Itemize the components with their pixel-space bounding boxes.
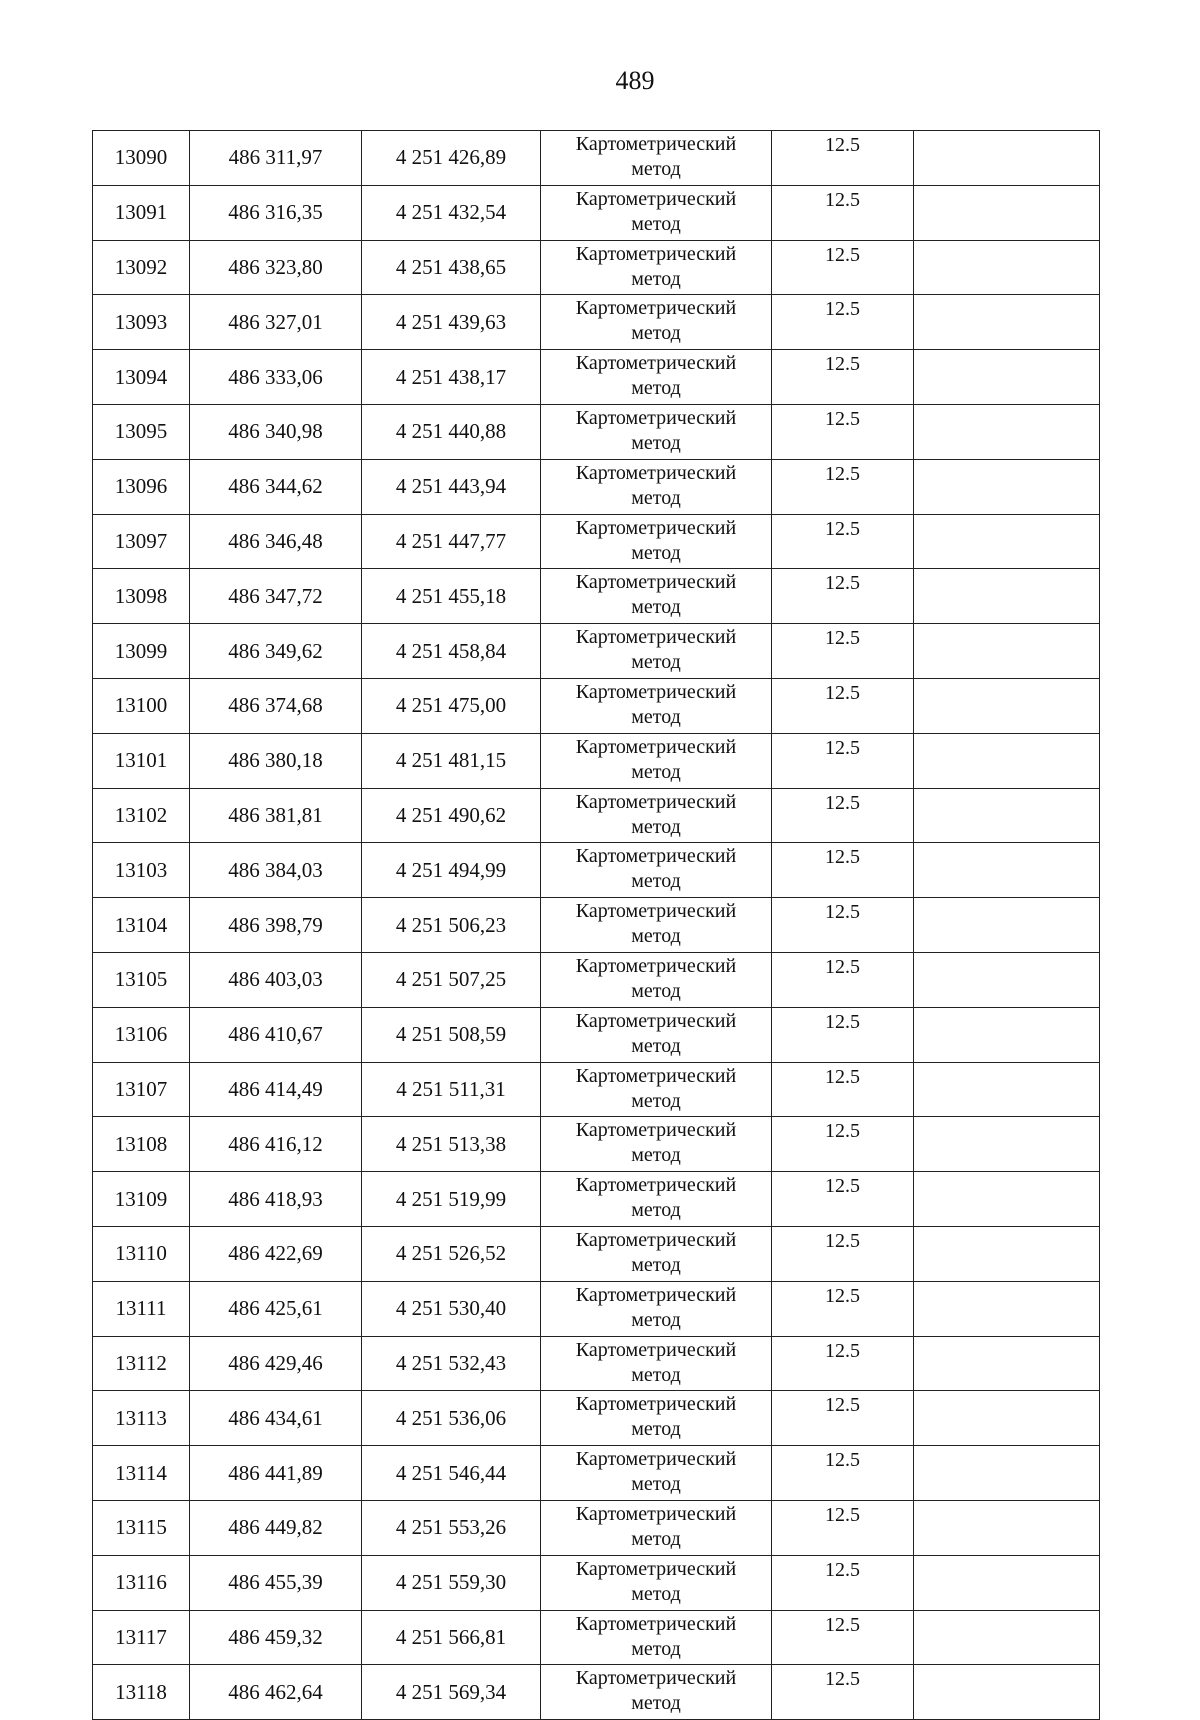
method-text-line: Картометрический xyxy=(575,187,737,210)
y-coordinate-cell: 4 251 438,65 xyxy=(362,240,541,295)
note-cell xyxy=(914,733,1100,788)
table-row xyxy=(93,733,1100,788)
method-cell xyxy=(541,1172,772,1227)
method-text-line: метод xyxy=(631,377,681,400)
method-cell xyxy=(541,1281,772,1336)
accuracy-cell: 12.5 xyxy=(772,624,914,679)
method-text-line: Картометрический xyxy=(575,133,737,155)
point-number-cell: 13103 xyxy=(93,843,190,898)
method-cell xyxy=(541,1117,772,1172)
method-text-line: Картометрический xyxy=(575,1009,737,1032)
method-text-line: метод xyxy=(631,1637,681,1660)
accuracy-cell: 12.5 xyxy=(772,898,914,953)
method-text-line: Картометрический xyxy=(575,1174,737,1197)
point-number-cell: 13115 xyxy=(93,1500,190,1555)
accuracy-cell: 12.5 xyxy=(772,733,914,788)
method-cell xyxy=(541,350,772,405)
method-cell xyxy=(541,952,772,1007)
accuracy-cell: 12.5 xyxy=(772,1555,914,1610)
method-cell xyxy=(541,131,772,186)
point-number-cell: 13111 xyxy=(93,1281,190,1336)
method-text-line: метод xyxy=(631,1034,681,1057)
x-coordinate-cell: 486 347,72 xyxy=(190,569,362,624)
x-coordinate-cell: 486 441,89 xyxy=(190,1446,362,1501)
point-number-cell: 13110 xyxy=(93,1226,190,1281)
method-text-line: Картометрический xyxy=(575,1448,737,1471)
y-coordinate-cell: 4 251 440,88 xyxy=(362,404,541,459)
method-cell xyxy=(541,1007,772,1062)
table-row xyxy=(93,1391,1100,1446)
y-coordinate-cell: 4 251 519,99 xyxy=(362,1172,541,1227)
method-cell xyxy=(541,185,772,240)
table-row xyxy=(93,569,1100,624)
x-coordinate-cell: 486 449,82 xyxy=(190,1500,362,1555)
x-coordinate-cell: 486 381,81 xyxy=(190,788,362,843)
method-cell xyxy=(541,788,772,843)
note-cell xyxy=(914,459,1100,514)
y-coordinate-cell: 4 251 494,99 xyxy=(362,843,541,898)
note-cell xyxy=(914,131,1100,186)
y-coordinate-cell: 4 251 513,38 xyxy=(362,1117,541,1172)
method-cell xyxy=(541,514,772,569)
note-cell xyxy=(914,678,1100,733)
method-cell xyxy=(541,898,772,953)
accuracy-cell: 12.5 xyxy=(772,185,914,240)
accuracy-cell: 12.5 xyxy=(772,131,914,186)
method-text-line: метод xyxy=(631,322,681,345)
note-cell xyxy=(914,788,1100,843)
page-number: 489 xyxy=(615,66,655,95)
method-text-line: метод xyxy=(631,1473,681,1496)
method-cell xyxy=(541,733,772,788)
method-text-line: Картометрический xyxy=(575,1119,737,1142)
method-text-line: Картометрический xyxy=(575,680,737,703)
table-row xyxy=(93,240,1100,295)
y-coordinate-cell: 4 251 559,30 xyxy=(362,1555,541,1610)
note-cell xyxy=(914,1281,1100,1336)
x-coordinate-cell: 486 344,62 xyxy=(190,459,362,514)
method-cell xyxy=(541,295,772,350)
method-cell xyxy=(541,843,772,898)
note-cell xyxy=(914,350,1100,405)
table-row xyxy=(93,898,1100,953)
table-row xyxy=(93,843,1100,898)
method-text-line: Картометрический xyxy=(575,1393,737,1416)
table-row xyxy=(93,350,1100,405)
coordinates-table-body xyxy=(93,131,1100,1720)
note-cell xyxy=(914,1007,1100,1062)
accuracy-cell: 12.5 xyxy=(772,1117,914,1172)
note-cell xyxy=(914,1555,1100,1610)
x-coordinate-cell: 486 340,98 xyxy=(190,404,362,459)
method-text-line: метод xyxy=(631,158,681,180)
y-coordinate-cell: 4 251 438,17 xyxy=(362,350,541,405)
method-text-line: Картометрический xyxy=(575,571,737,594)
accuracy-cell: 12.5 xyxy=(772,514,914,569)
method-text-line: Картометрический xyxy=(575,242,737,265)
y-coordinate-cell: 4 251 553,26 xyxy=(362,1500,541,1555)
method-cell xyxy=(541,1610,772,1665)
y-coordinate-cell: 4 251 439,63 xyxy=(362,295,541,350)
x-coordinate-cell: 486 429,46 xyxy=(190,1336,362,1391)
y-coordinate-cell: 4 251 432,54 xyxy=(362,185,541,240)
table-row xyxy=(93,678,1100,733)
y-coordinate-cell: 4 251 426,89 xyxy=(362,131,541,186)
point-number-cell: 13093 xyxy=(93,295,190,350)
method-text-line: метод xyxy=(631,651,681,674)
accuracy-cell: 12.5 xyxy=(772,1172,914,1227)
accuracy-cell: 12.5 xyxy=(772,678,914,733)
table-row xyxy=(93,1172,1100,1227)
point-number-cell: 13107 xyxy=(93,1062,190,1117)
method-text-line: метод xyxy=(631,870,681,893)
method-text-line: метод xyxy=(631,212,681,235)
x-coordinate-cell: 486 327,01 xyxy=(190,295,362,350)
note-cell xyxy=(914,1446,1100,1501)
x-coordinate-cell: 486 398,79 xyxy=(190,898,362,953)
note-cell xyxy=(914,1610,1100,1665)
method-text-line: Картометрический xyxy=(575,1338,737,1361)
y-coordinate-cell: 4 251 455,18 xyxy=(362,569,541,624)
method-text-line: метод xyxy=(631,760,681,783)
point-number-cell: 13101 xyxy=(93,733,190,788)
note-cell xyxy=(914,898,1100,953)
x-coordinate-cell: 486 416,12 xyxy=(190,1117,362,1172)
method-text-line: метод xyxy=(631,1692,681,1715)
accuracy-cell: 12.5 xyxy=(772,1007,914,1062)
method-text-line: метод xyxy=(631,267,681,290)
x-coordinate-cell: 486 434,61 xyxy=(190,1391,362,1446)
x-coordinate-cell: 486 414,49 xyxy=(190,1062,362,1117)
note-cell xyxy=(914,295,1100,350)
table-row xyxy=(93,1336,1100,1391)
note-cell xyxy=(914,404,1100,459)
method-text-line: Картометрический xyxy=(575,1612,737,1635)
method-text-line: метод xyxy=(631,1527,681,1550)
method-text-line: метод xyxy=(631,431,681,454)
method-text-line: Картометрический xyxy=(575,845,737,868)
accuracy-cell: 12.5 xyxy=(772,295,914,350)
method-cell xyxy=(541,1500,772,1555)
accuracy-cell: 12.5 xyxy=(772,240,914,295)
point-number-cell: 13106 xyxy=(93,1007,190,1062)
note-cell xyxy=(914,1117,1100,1172)
table-row xyxy=(93,624,1100,679)
y-coordinate-cell: 4 251 532,43 xyxy=(362,1336,541,1391)
point-number-cell: 13109 xyxy=(93,1172,190,1227)
y-coordinate-cell: 4 251 506,23 xyxy=(362,898,541,953)
accuracy-cell: 12.5 xyxy=(772,1610,914,1665)
method-cell xyxy=(541,1446,772,1501)
point-number-cell: 13095 xyxy=(93,404,190,459)
y-coordinate-cell: 4 251 546,44 xyxy=(362,1446,541,1501)
method-text-line: Картометрический xyxy=(575,297,737,320)
method-text-line: метод xyxy=(631,815,681,838)
x-coordinate-cell: 486 323,80 xyxy=(190,240,362,295)
method-text-line: Картометрический xyxy=(575,1064,737,1087)
method-text-line: метод xyxy=(631,486,681,509)
method-text-line: метод xyxy=(631,705,681,728)
point-number-cell: 13097 xyxy=(93,514,190,569)
coordinates-table xyxy=(92,130,1100,1720)
table-row xyxy=(93,1446,1100,1501)
table-row xyxy=(93,1281,1100,1336)
method-cell xyxy=(541,1665,772,1720)
note-cell xyxy=(914,240,1100,295)
point-number-cell: 13113 xyxy=(93,1391,190,1446)
table-row xyxy=(93,788,1100,843)
table-row xyxy=(93,459,1100,514)
point-number-cell: 13098 xyxy=(93,569,190,624)
method-text-line: метод xyxy=(631,1582,681,1605)
method-text-line: Картометрический xyxy=(575,790,737,813)
x-coordinate-cell: 486 374,68 xyxy=(190,678,362,733)
accuracy-cell: 12.5 xyxy=(772,350,914,405)
accuracy-cell: 12.5 xyxy=(772,1665,914,1720)
method-cell xyxy=(541,240,772,295)
point-number-cell: 13117 xyxy=(93,1610,190,1665)
x-coordinate-cell: 486 316,35 xyxy=(190,185,362,240)
y-coordinate-cell: 4 251 536,06 xyxy=(362,1391,541,1446)
accuracy-cell: 12.5 xyxy=(772,1391,914,1446)
note-cell xyxy=(914,1226,1100,1281)
method-text-line: Картометрический xyxy=(575,735,737,758)
y-coordinate-cell: 4 251 458,84 xyxy=(362,624,541,679)
method-text-line: метод xyxy=(631,1089,681,1112)
accuracy-cell: 12.5 xyxy=(772,1281,914,1336)
y-coordinate-cell: 4 251 490,62 xyxy=(362,788,541,843)
method-text-line: Картометрический xyxy=(575,900,737,923)
x-coordinate-cell: 486 349,62 xyxy=(190,624,362,679)
method-text-line: метод xyxy=(631,1308,681,1331)
method-cell xyxy=(541,1226,772,1281)
x-coordinate-cell: 486 346,48 xyxy=(190,514,362,569)
x-coordinate-cell: 486 333,06 xyxy=(190,350,362,405)
table-row xyxy=(93,1117,1100,1172)
table-row xyxy=(93,1610,1100,1665)
x-coordinate-cell: 486 380,18 xyxy=(190,733,362,788)
method-text-line: Картометрический xyxy=(575,461,737,484)
table-row xyxy=(93,1555,1100,1610)
point-number-cell: 13116 xyxy=(93,1555,190,1610)
note-cell xyxy=(914,1500,1100,1555)
x-coordinate-cell: 486 403,03 xyxy=(190,952,362,1007)
y-coordinate-cell: 4 251 443,94 xyxy=(362,459,541,514)
method-cell xyxy=(541,624,772,679)
method-cell xyxy=(541,459,772,514)
accuracy-cell: 12.5 xyxy=(772,1226,914,1281)
accuracy-cell: 12.5 xyxy=(772,952,914,1007)
x-coordinate-cell: 486 311,97 xyxy=(190,131,362,186)
accuracy-cell: 12.5 xyxy=(772,569,914,624)
accuracy-cell: 12.5 xyxy=(772,843,914,898)
note-cell xyxy=(914,624,1100,679)
table-row xyxy=(93,404,1100,459)
method-text-line: Картометрический xyxy=(575,1502,737,1525)
method-text-line: Картометрический xyxy=(575,352,737,375)
x-coordinate-cell: 486 410,67 xyxy=(190,1007,362,1062)
table-row xyxy=(93,1007,1100,1062)
y-coordinate-cell: 4 251 507,25 xyxy=(362,952,541,1007)
x-coordinate-cell: 486 418,93 xyxy=(190,1172,362,1227)
method-text-line: Картометрический xyxy=(575,1228,737,1251)
table-row xyxy=(93,1062,1100,1117)
x-coordinate-cell: 486 384,03 xyxy=(190,843,362,898)
method-text-line: Картометрический xyxy=(575,1667,737,1690)
point-number-cell: 13090 xyxy=(93,131,190,186)
method-cell xyxy=(541,1062,772,1117)
method-text-line: метод xyxy=(631,541,681,564)
x-coordinate-cell: 486 422,69 xyxy=(190,1226,362,1281)
accuracy-cell: 12.5 xyxy=(772,404,914,459)
method-text-line: метод xyxy=(631,596,681,619)
method-text-line: Картометрический xyxy=(575,626,737,649)
x-coordinate-cell: 486 462,64 xyxy=(190,1665,362,1720)
method-text-line: метод xyxy=(631,1418,681,1441)
accuracy-cell: 12.5 xyxy=(772,1500,914,1555)
method-text-line: Картометрический xyxy=(575,406,737,429)
y-coordinate-cell: 4 251 447,77 xyxy=(362,514,541,569)
note-cell xyxy=(914,569,1100,624)
method-cell xyxy=(541,1336,772,1391)
point-number-cell: 13094 xyxy=(93,350,190,405)
accuracy-cell: 12.5 xyxy=(772,1446,914,1501)
point-number-cell: 13100 xyxy=(93,678,190,733)
method-text-line: метод xyxy=(631,1199,681,1222)
point-number-cell: 13096 xyxy=(93,459,190,514)
method-text-line: метод xyxy=(631,1363,681,1386)
accuracy-cell: 12.5 xyxy=(772,1062,914,1117)
accuracy-cell: 12.5 xyxy=(772,1336,914,1391)
method-text-line: метод xyxy=(631,1253,681,1276)
point-number-cell: 13112 xyxy=(93,1336,190,1391)
table-row xyxy=(93,952,1100,1007)
point-number-cell: 13105 xyxy=(93,952,190,1007)
table-row xyxy=(93,1500,1100,1555)
method-cell xyxy=(541,678,772,733)
y-coordinate-cell: 4 251 526,52 xyxy=(362,1226,541,1281)
table-row xyxy=(93,295,1100,350)
note-cell xyxy=(914,1336,1100,1391)
x-coordinate-cell: 486 459,32 xyxy=(190,1610,362,1665)
table-row xyxy=(93,514,1100,569)
method-text-line: Картометрический xyxy=(575,1557,737,1580)
method-cell xyxy=(541,1391,772,1446)
y-coordinate-cell: 4 251 511,31 xyxy=(362,1062,541,1117)
note-cell xyxy=(914,952,1100,1007)
note-cell xyxy=(914,1665,1100,1720)
y-coordinate-cell: 4 251 566,81 xyxy=(362,1610,541,1665)
point-number-cell: 13108 xyxy=(93,1117,190,1172)
method-cell xyxy=(541,1555,772,1610)
x-coordinate-cell: 486 455,39 xyxy=(190,1555,362,1610)
method-cell xyxy=(541,569,772,624)
y-coordinate-cell: 4 251 508,59 xyxy=(362,1007,541,1062)
point-number-cell: 13118 xyxy=(93,1665,190,1720)
method-text-line: Картометрический xyxy=(575,1283,737,1306)
point-number-cell: 13104 xyxy=(93,898,190,953)
note-cell xyxy=(914,1391,1100,1446)
table-row xyxy=(93,1226,1100,1281)
table-row xyxy=(93,1665,1100,1720)
point-number-cell: 13102 xyxy=(93,788,190,843)
note-cell xyxy=(914,514,1100,569)
y-coordinate-cell: 4 251 530,40 xyxy=(362,1281,541,1336)
y-coordinate-cell: 4 251 569,34 xyxy=(362,1665,541,1720)
accuracy-cell: 12.5 xyxy=(772,788,914,843)
y-coordinate-cell: 4 251 481,15 xyxy=(362,733,541,788)
method-text-line: метод xyxy=(631,1144,681,1167)
table-row xyxy=(93,131,1100,186)
method-cell xyxy=(541,404,772,459)
y-coordinate-cell: 4 251 475,00 xyxy=(362,678,541,733)
method-text-line: метод xyxy=(631,925,681,948)
point-number-cell: 13114 xyxy=(93,1446,190,1501)
method-text-line: Картометрический xyxy=(575,516,737,539)
note-cell xyxy=(914,843,1100,898)
point-number-cell: 13099 xyxy=(93,624,190,679)
table-row xyxy=(93,185,1100,240)
point-number-cell: 13091 xyxy=(93,185,190,240)
method-text-line: Картометрический xyxy=(575,954,737,977)
note-cell xyxy=(914,185,1100,240)
note-cell xyxy=(914,1172,1100,1227)
note-cell xyxy=(914,1062,1100,1117)
method-text-line: метод xyxy=(631,979,681,1002)
x-coordinate-cell: 486 425,61 xyxy=(190,1281,362,1336)
accuracy-cell: 12.5 xyxy=(772,459,914,514)
point-number-cell: 13092 xyxy=(93,240,190,295)
